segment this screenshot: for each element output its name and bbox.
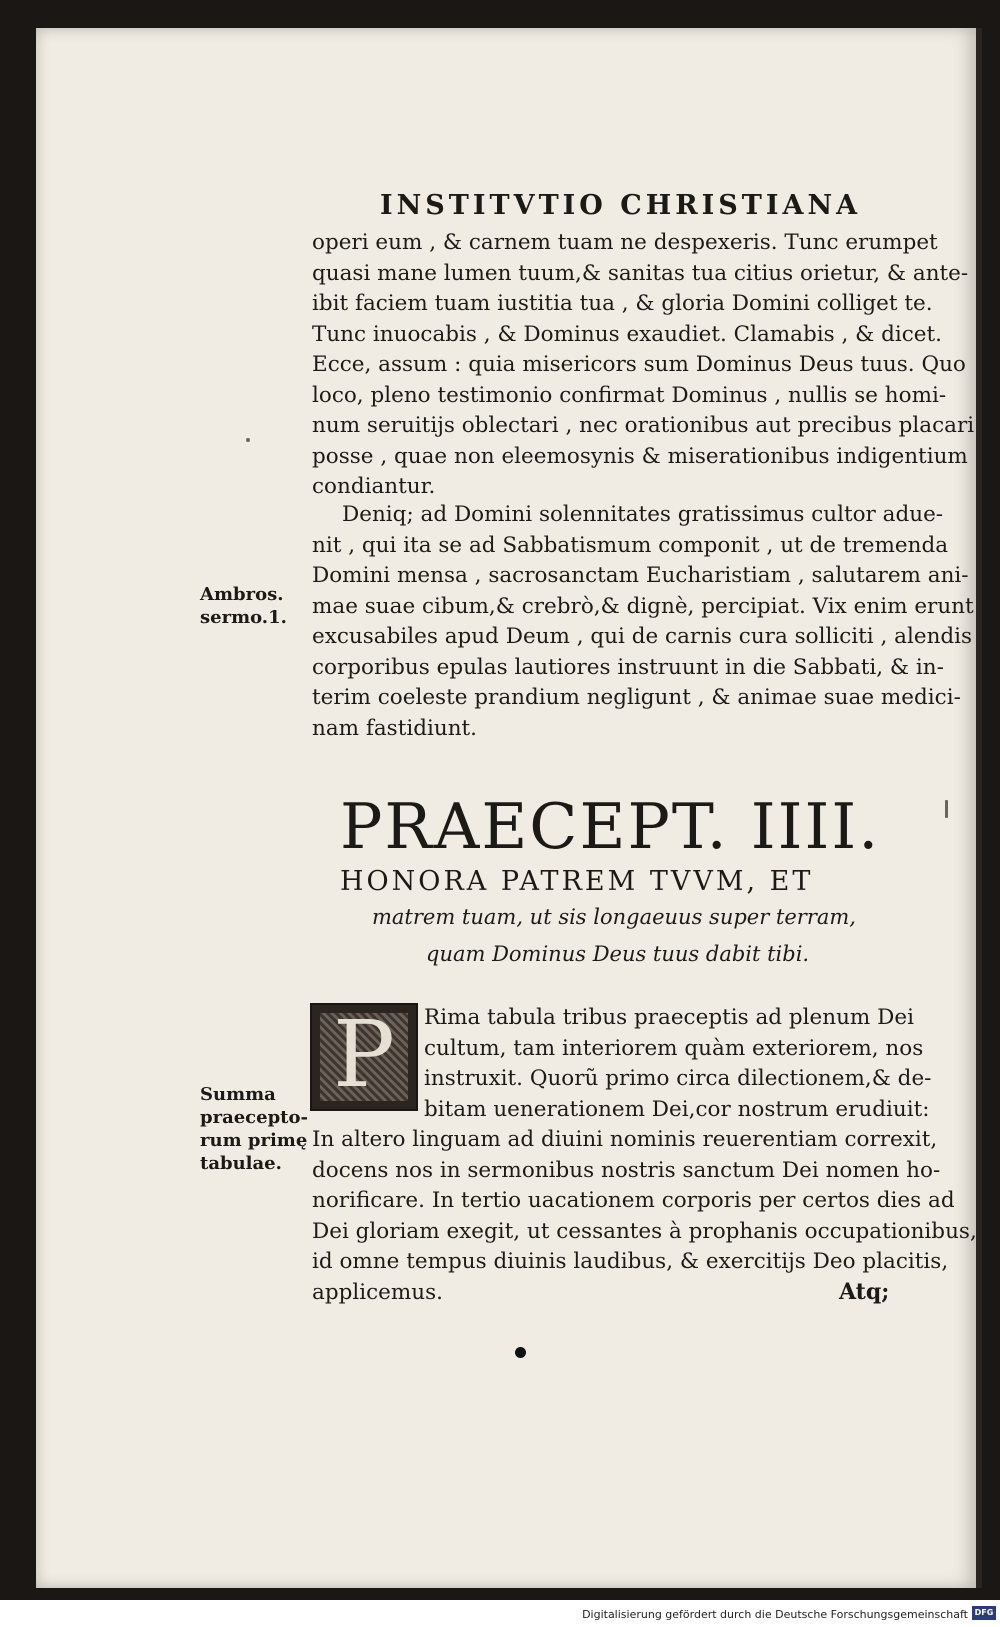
page-mark — [945, 800, 948, 818]
text-line: terim coeleste prandium negligunt , & animae suae medici- — [312, 685, 961, 710]
text-line: Ecce, assum : quia misericors sum Dominus Deus tuus. Quo — [312, 352, 966, 377]
text-line: loco, pleno testimonio confirmat Dominus , nullis se homi- — [312, 382, 947, 408]
dfg-logo: DFG — [972, 1606, 996, 1620]
text-line: Tunc inuocabis , & Dominus exaudiet. Clamabis , & dicet. — [312, 321, 942, 347]
text-line: posse , quae non eleemosynis & miserationibus indigentium — [312, 443, 968, 469]
text-line: bitam uenerationem Dei,cor nostrum erudiuit: — [424, 1096, 930, 1122]
margin-note-line: sermo.1. — [200, 607, 287, 628]
chapter-italic-line-2: quam Dominus Deus tuus dabit tibi. — [426, 942, 810, 966]
paragraph-1 — [312, 228, 975, 503]
margin-note-line: Ambros. — [200, 584, 284, 605]
text-line: operi eum , & carnem tuam ne despexeris. Tunc erumpet — [312, 230, 938, 255]
margin-note-line: Summa — [200, 1084, 276, 1105]
margin-note-line: rum primę — [200, 1130, 308, 1151]
text-line: quasi mane lumen tuum,& sanitas tua citius orietur, & ante- — [312, 260, 969, 286]
text-line: excusabiles apud Deum , qui de carnis cura solliciti , alendis — [312, 624, 973, 649]
text-line: Domini mensa , sacrosanctam Eucharistiam , salutarem ani- — [312, 563, 969, 588]
paragraph-3 — [312, 1003, 977, 1308]
text-line: nam fastidiunt. — [312, 715, 478, 741]
text-line: id omne tempus diuinis laudibus, & exercitijs Deo placitis, — [312, 1249, 949, 1274]
chapter-title: PRAECEPT. IIII. — [340, 790, 881, 863]
text-line: instruxit. Quorũ primo circa dilectionem,& de- — [424, 1066, 932, 1091]
text-line: Rima tabula tribus praeceptis ad plenum Dei — [424, 1005, 914, 1030]
text-line: condiantur. — [312, 474, 436, 499]
text-line: cultum, tam interiorem quàm exteriorem, nos — [424, 1035, 924, 1061]
text-line: Deniq; ad Domini solennitates gratissimus cultor adue- — [342, 502, 944, 527]
margin-note-summa — [200, 1083, 308, 1175]
catchword: Atq; — [839, 1279, 890, 1305]
footer-credit: Digitalisierung gefördert durch die Deutsche Forschungsgemeinschaft — [582, 1608, 968, 1621]
ink-speck — [246, 438, 250, 442]
paragraph-2 — [312, 500, 974, 744]
initial-letter: P — [333, 1001, 395, 1108]
text-line: ibit faciem tuam iustitia tua , & gloria Domini colliget te. — [312, 291, 933, 316]
margin-note-line: praecepto- — [200, 1107, 308, 1128]
text-line: docens nos in sermonibus nostris sanctum Dei nomen ho- — [312, 1157, 941, 1183]
margin-note-ambrose — [200, 583, 287, 629]
text-line: applicemus. — [312, 1279, 443, 1305]
text-line: mae suae cibum,& crebrò,& dignè, percipiat. Vix enim erunt — [312, 593, 974, 619]
text-line: corporibus epulas lautiores instruunt in die Sabbati, & in- — [312, 654, 944, 680]
text-line: In altero linguam ad diuini nominis reuerentiam correxit, — [312, 1127, 938, 1152]
text-line: nit , qui ita se ad Sabbatismum componit , ut de tremenda — [312, 532, 949, 558]
text-line: Dei gloriam exegit, ut cessantes à prophanis occupationibus, — [312, 1218, 977, 1244]
chapter-italic-line-1: matrem tuam, ut sis longaeuus super terram, — [372, 905, 856, 929]
margin-note-line: tabulae. — [200, 1153, 282, 1174]
ink-dot — [515, 1347, 526, 1358]
text-line: norificare. In tertio uacationem corporis per certos dies ad — [312, 1188, 955, 1213]
chapter-subtitle: HONORA PATREM TVVM, ET — [340, 866, 814, 897]
running-head: INSTITVTIO CHRISTIANA — [380, 190, 862, 221]
text-line: num seruitijs oblectari , nec orationibus aut precibus placari — [312, 413, 975, 438]
